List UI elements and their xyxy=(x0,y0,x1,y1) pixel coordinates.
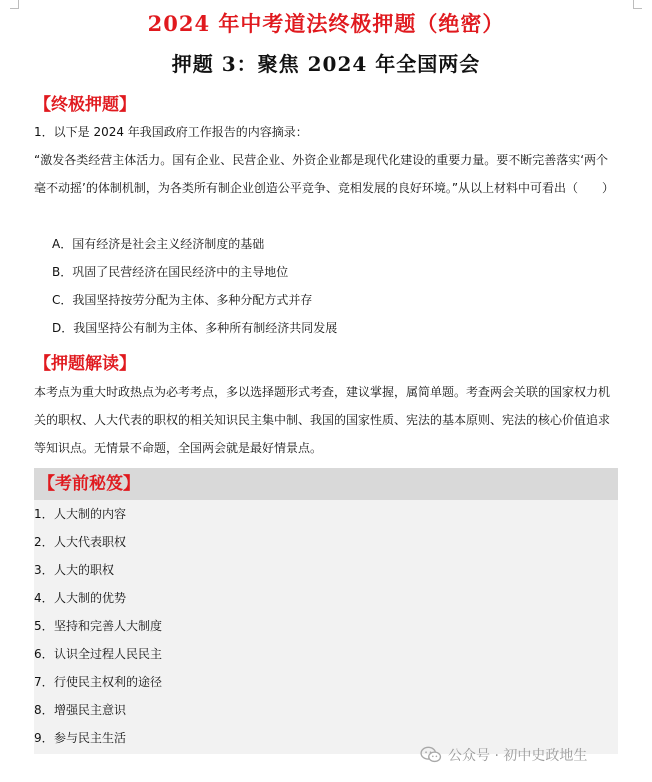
question-stem: 1．以下是 2024 年我国政府工作报告的内容摘录： xyxy=(34,125,308,139)
list-item: 7．行使民主权利的途径 xyxy=(34,675,163,689)
option-d: D．我国坚持公有制为主体、多种所有制经济共同发展 xyxy=(52,321,338,335)
list-item: 2．人大代表职权 xyxy=(34,535,127,549)
tips-box xyxy=(34,468,618,754)
question-block xyxy=(34,118,618,202)
section-heading-analysis: 【押题解读】 xyxy=(34,354,136,374)
section-heading-final-prediction: 【终极押题】 xyxy=(34,95,136,115)
option-b: B．巩固了民营经济在国民经济中的主导地位 xyxy=(52,265,289,279)
question-quote: “激发各类经营主体活力。国有企业、民营企业、外资企业都是现代化建设的重要力量。要不断完善落实‘两个毫不动摇’的体制机制，为各类所有制企业创造公平竞争、竞相发展的良好环境。”从以上材料中可看出（ ） xyxy=(34,153,615,195)
wechat-icon xyxy=(420,746,442,764)
list-item: 8．增强民主意识 xyxy=(34,703,127,717)
analysis-paragraph: 本考点为重大时政热点为必考考点，多以选择题形式考查，建议掌握，属简单题。考查两会关联的国家权力机关的职权、人大代表的职权的相关知识民主集中制、我国的国家性质、宪法的基本原则、宪法的核心价值追求等知识点。无情景不命题，全国两会就是最好情景点。 xyxy=(34,385,611,455)
list-item: 3．人大的职权 xyxy=(34,563,115,577)
list-item: 6．认识全过程人民民主 xyxy=(34,647,163,661)
document-subtitle: 押题 3：聚焦 2024 年全国两会 xyxy=(171,52,481,76)
list-item: 4．人大制的优势 xyxy=(34,591,127,605)
list-item: 9．参与民主生活 xyxy=(34,731,127,745)
tips-header xyxy=(34,468,618,500)
document-title: 2024 年中考道法终极押题（绝密） xyxy=(147,11,505,36)
watermark-text: 公众号 · 初中史政地生 xyxy=(448,748,588,764)
tips-list xyxy=(34,500,618,752)
watermark xyxy=(420,744,587,766)
list-item: 5．坚持和完善人大制度 xyxy=(34,619,163,633)
section-heading-tips: 【考前秘笈】 xyxy=(38,474,140,494)
list-item: 1．人大制的内容 xyxy=(34,507,127,521)
option-c: C．我国坚持按劳分配为主体、多种分配方式并存 xyxy=(52,293,313,307)
option-a: A．国有经济是社会主义经济制度的基础 xyxy=(52,237,265,251)
